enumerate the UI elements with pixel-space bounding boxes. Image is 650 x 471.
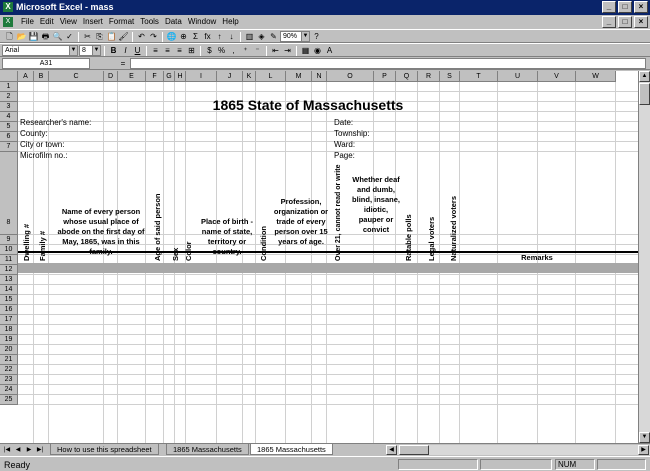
row-header[interactable]: 19 [0, 335, 18, 345]
office-assistant-icon[interactable]: ? [314, 32, 319, 41]
doc-minimize-button[interactable]: _ [602, 16, 616, 28]
increase-indent-icon[interactable]: ⇥ [284, 46, 291, 55]
font-size-value: 8 [82, 47, 86, 54]
row-gridline [18, 334, 638, 335]
copy-icon[interactable]: ⎘ [96, 32, 103, 41]
merge-center-icon[interactable]: ⊞ [188, 46, 195, 55]
font-name-value: Arial [5, 47, 20, 54]
row-header[interactable]: 2 [0, 92, 18, 102]
formatting-toolbar [0, 43, 650, 57]
row-gridline [18, 374, 638, 375]
naturalized-voters-header: Naturalized voters [449, 195, 458, 261]
status-num: NUM [555, 459, 595, 470]
percent-button[interactable]: % [217, 46, 226, 55]
name-header: Name of every person whose usual place of abode on the first day of May, 1865, was in this family. [57, 207, 145, 256]
scroll-right-icon[interactable]: ▶ [638, 445, 649, 455]
menu-insert[interactable]: Insert [82, 17, 103, 26]
page-label: Page: [334, 151, 355, 160]
doc-restore-button[interactable]: □ [618, 16, 632, 28]
birthplace-header: Place of birth - name of state, territory or country. [200, 217, 254, 256]
column-header[interactable]: M [286, 71, 312, 82]
row-header[interactable]: 13 [0, 275, 18, 285]
dwelling-header: Dwelling # [22, 223, 31, 261]
scroll-up-icon[interactable]: ▲ [639, 71, 650, 82]
column-header[interactable]: N [312, 71, 327, 82]
scroll-down-icon[interactable]: ▼ [639, 432, 650, 443]
row-gridline [18, 284, 638, 285]
borders-icon[interactable]: ▦ [301, 46, 310, 55]
row-header[interactable]: 12 [0, 265, 18, 275]
print-icon[interactable]: 🖶 [41, 32, 50, 41]
next-sheet-icon[interactable]: ▶ [26, 447, 32, 453]
row-gridline [18, 274, 638, 275]
standard-toolbar [0, 29, 650, 43]
condition-header: Condition [259, 226, 268, 261]
row-gridline [18, 294, 638, 295]
column-header[interactable]: T [460, 71, 498, 82]
align-center-icon[interactable]: ≡ [165, 46, 170, 55]
edit-formula-button[interactable]: = [120, 59, 126, 68]
chevron-down-icon[interactable]: ▼ [70, 47, 77, 53]
row-gridline [18, 344, 638, 345]
align-left-icon[interactable]: ≡ [153, 46, 158, 55]
row-gridline [18, 151, 638, 152]
bold-button[interactable]: B [110, 46, 117, 55]
row-header[interactable]: 25 [0, 395, 18, 405]
row-gridline [18, 394, 638, 395]
row-header[interactable]: 6 [0, 132, 18, 142]
row-header[interactable]: 21 [0, 355, 18, 365]
tab-how-to-use[interactable]: How to use this spreadsheet [50, 444, 159, 455]
underline-button[interactable]: U [134, 46, 141, 55]
comma-button[interactable]: , [232, 46, 235, 55]
row-header[interactable]: 22 [0, 365, 18, 375]
age-header: Age of said person [153, 193, 162, 261]
row-gridline [18, 364, 638, 365]
sex-header: Sex [171, 247, 180, 261]
column-header[interactable]: L [256, 71, 286, 82]
title-bar [0, 0, 650, 15]
scroll-thumb[interactable] [639, 83, 650, 105]
date-label: Date: [334, 118, 354, 127]
column-header[interactable]: G [164, 71, 175, 82]
row-header[interactable]: 11 [0, 255, 18, 265]
new-icon[interactable]: 🗋 [6, 32, 13, 41]
column-header[interactable]: O [327, 71, 374, 82]
row-gridline [18, 91, 638, 92]
paste-icon[interactable]: 📋 [106, 32, 117, 41]
column-header[interactable]: D [104, 71, 118, 82]
maximize-button[interactable]: □ [618, 1, 632, 13]
row-gridline [18, 141, 638, 142]
color-header: Color [184, 241, 193, 261]
remarks-header: Remarks [521, 253, 553, 262]
align-right-icon[interactable]: ≡ [177, 46, 182, 55]
worksheet-grid[interactable] [0, 71, 638, 443]
column-header[interactable]: E [118, 71, 146, 82]
row-gridline [18, 354, 638, 355]
column-header[interactable]: I [186, 71, 217, 82]
profession-header: Profession, organization or trade of every person over 15 years of age. [273, 197, 329, 246]
paste-function-icon[interactable]: fx [204, 32, 211, 41]
over21-header: Over 21, cannot read or write [335, 164, 342, 261]
fill-color-icon[interactable]: ◉ [314, 46, 321, 55]
row-header[interactable]: 10 [0, 245, 18, 255]
menu-view[interactable]: View [59, 17, 77, 26]
microfilm-label: Microfilm no.: [20, 151, 68, 160]
column-header[interactable]: J [217, 71, 243, 82]
workbook-icon[interactable]: X [3, 17, 13, 27]
row-header[interactable]: 5 [0, 122, 18, 132]
font-size-select[interactable] [79, 45, 101, 56]
decrease-decimal-icon[interactable]: ⁻ [255, 46, 260, 55]
horizontal-scrollbar[interactable] [386, 445, 650, 455]
legal-voters-header: Legal voters [427, 216, 436, 261]
sheet-tab-bar [0, 443, 650, 455]
scroll-left-icon[interactable]: ◀ [386, 445, 397, 455]
toolbar-separator [296, 46, 297, 56]
open-icon[interactable]: 📂 [16, 32, 27, 41]
ward-label: Ward: [334, 140, 356, 149]
status-bar [0, 456, 650, 471]
formula-input[interactable] [130, 58, 646, 69]
row-gridline [18, 121, 638, 122]
row-header[interactable]: 15 [0, 295, 18, 305]
horizontal-scroll-thumb[interactable] [399, 445, 429, 455]
chart-wizard-icon[interactable]: ▥ [245, 32, 254, 41]
sort-ascending-icon[interactable]: ↑ [217, 32, 222, 41]
spelling-icon[interactable]: ✓ [66, 32, 73, 41]
column-header[interactable]: U [498, 71, 538, 82]
status-panel-empty [480, 459, 552, 470]
status-panel-empty [597, 459, 646, 470]
row-header[interactable]: 8 [0, 152, 18, 235]
toolbar-separator [132, 32, 133, 42]
menu-window[interactable]: Window [187, 17, 217, 26]
row-gridline [18, 384, 638, 385]
row-gridline [18, 324, 638, 325]
row-header[interactable]: 3 [0, 102, 18, 112]
vertical-scrollbar[interactable] [638, 71, 650, 443]
formula-bar [0, 57, 650, 70]
column-header[interactable]: S [440, 71, 460, 82]
column-header[interactable]: F [146, 71, 164, 82]
family-header: Family # [38, 230, 47, 261]
row-header[interactable]: 24 [0, 385, 18, 395]
row-header[interactable]: 7 [0, 142, 18, 152]
font-color-icon[interactable]: A [326, 46, 333, 55]
ratable-polls-header: Ratable polls [404, 214, 413, 261]
chevron-down-icon[interactable]: ▼ [93, 47, 100, 53]
row-header[interactable]: 20 [0, 345, 18, 355]
italic-button[interactable]: I [124, 46, 127, 55]
menu-help[interactable]: Help [222, 17, 239, 26]
chevron-down-icon[interactable]: ▼ [302, 33, 309, 39]
column-header[interactable]: H [175, 71, 186, 82]
window-title: Microsoft Excel - mass [16, 2, 114, 12]
close-button[interactable]: × [634, 1, 648, 13]
name-box[interactable]: A31 [2, 58, 90, 69]
status-ready: Ready [4, 460, 31, 470]
county-label: County: [20, 129, 48, 138]
sheet-title: 1865 State of Massachusetts [212, 97, 404, 113]
column-header[interactable]: B [34, 71, 49, 82]
deaf-blind-header: Whether deaf and dumb, blind, insane, idiotic, pauper or convict [352, 175, 400, 234]
excel-icon[interactable]: X [3, 2, 13, 12]
increase-decimal-icon[interactable]: ⁺ [243, 46, 248, 55]
column-header[interactable]: P [374, 71, 396, 82]
menu-bar [0, 15, 650, 29]
save-icon[interactable]: 💾 [28, 32, 39, 41]
doc-close-button[interactable]: × [634, 16, 648, 28]
shaded-row-10 [18, 263, 638, 273]
font-name-select[interactable] [2, 45, 78, 56]
status-panel-empty [398, 459, 478, 470]
menu-file[interactable]: File [21, 17, 34, 26]
row-header[interactable]: 1 [0, 82, 18, 92]
column-header[interactable]: Q [396, 71, 418, 82]
row-header[interactable]: 18 [0, 325, 18, 335]
row-header[interactable]: 17 [0, 315, 18, 325]
currency-button[interactable]: $ [207, 46, 212, 55]
column-header[interactable]: V [538, 71, 576, 82]
column-header[interactable]: A [18, 71, 34, 82]
prev-sheet-icon[interactable]: ◀ [15, 447, 21, 453]
row-gridline [18, 304, 638, 305]
toolbar-separator [146, 46, 147, 56]
menu-tools[interactable]: Tools [140, 17, 159, 26]
menu-edit[interactable]: Edit [39, 17, 54, 26]
print-preview-icon[interactable]: 🔍 [52, 32, 63, 41]
row-header[interactable]: 4 [0, 112, 18, 122]
toolbar-separator [200, 46, 201, 56]
toolbar-separator [240, 32, 241, 42]
undo-icon[interactable]: ↶ [138, 32, 145, 41]
column-headers [0, 71, 638, 82]
redo-icon[interactable]: ↷ [150, 32, 157, 41]
zoom-value: 90% [283, 33, 298, 40]
menu-data[interactable]: Data [164, 17, 182, 26]
column-header[interactable]: R [418, 71, 440, 82]
row-gridline [18, 404, 638, 405]
format-painter-icon[interactable]: 🖌 [118, 32, 129, 41]
sort-descending-icon[interactable]: ↓ [229, 32, 234, 41]
map-icon[interactable]: ◈ [258, 32, 265, 41]
cut-icon[interactable]: ✂ [84, 32, 91, 41]
menu-format[interactable]: Format [108, 17, 135, 26]
decrease-indent-icon[interactable]: ⇤ [272, 46, 279, 55]
row-gridline [18, 131, 638, 132]
row-header[interactable]: 23 [0, 375, 18, 385]
last-sheet-icon[interactable]: ▶| [36, 447, 44, 453]
toolbar-separator [266, 46, 267, 56]
toolbar-separator [104, 46, 105, 56]
hyperlink-icon[interactable]: 🌐 [166, 32, 177, 41]
row-header[interactable]: 9 [0, 235, 18, 245]
web-toolbar-icon[interactable]: ⊕ [180, 32, 187, 41]
zoom-select[interactable] [280, 31, 310, 42]
toolbar-separator [162, 32, 163, 42]
first-sheet-icon[interactable]: |◀ [3, 447, 11, 453]
township-label: Township: [334, 129, 370, 138]
tab-1865-massachusetts-2[interactable]: 1865 Massachusetts [250, 444, 333, 455]
column-header[interactable]: K [243, 71, 256, 82]
city-town-label: City or town: [20, 140, 65, 149]
researcher-name-label: Researcher's name: [20, 118, 92, 127]
tab-1865-massachusetts-1[interactable]: 1865 Massachusetts [166, 444, 249, 455]
column-header[interactable]: W [576, 71, 616, 82]
column-header[interactable]: C [49, 71, 104, 82]
autosum-icon[interactable]: Σ [193, 32, 198, 41]
row-header[interactable]: 16 [0, 305, 18, 315]
row-header[interactable]: 14 [0, 285, 18, 295]
row-gridline [18, 314, 638, 315]
toolbar-separator [78, 32, 79, 42]
minimize-button[interactable]: _ [602, 1, 616, 13]
drawing-icon[interactable]: ✎ [270, 32, 277, 41]
